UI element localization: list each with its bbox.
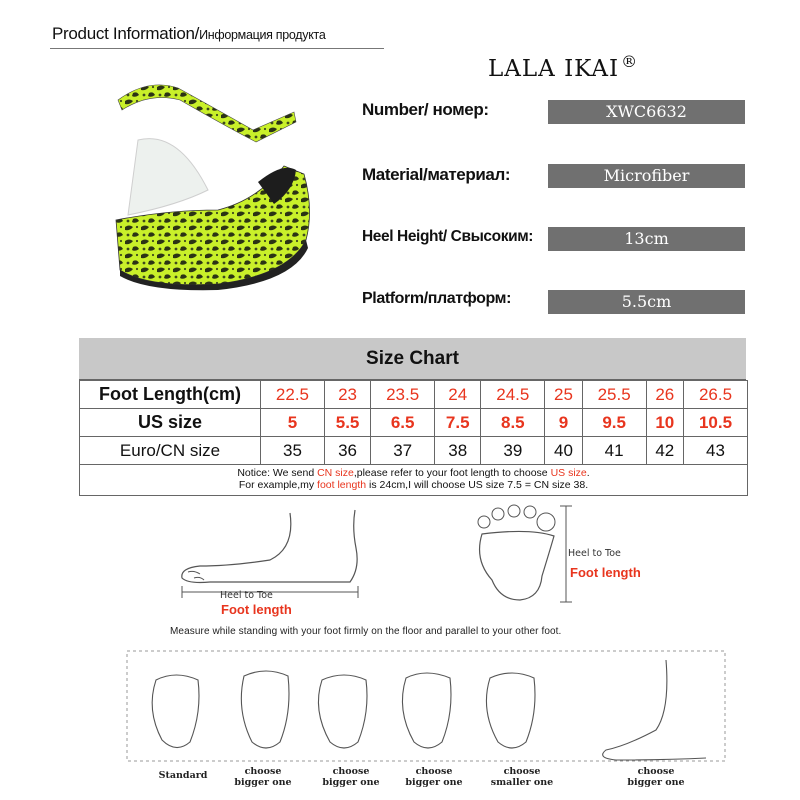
table-cell: 35 — [261, 437, 325, 465]
spec-number-label: Number/ номер: — [362, 100, 489, 119]
table-cell: 10.5 — [683, 409, 747, 437]
notice-highlight: foot length — [317, 479, 367, 491]
spec-platform-label: Platform/платформ: — [362, 290, 511, 307]
table-cell: 39 — [481, 437, 545, 465]
spec-heel-value: 13cm — [548, 227, 745, 251]
title-underline — [50, 48, 384, 49]
sandal-image — [108, 70, 316, 292]
caption-line: choose — [244, 766, 282, 777]
table-cell: 5 — [261, 409, 325, 437]
table-cell: 9.5 — [582, 409, 646, 437]
table-cell: 26.5 — [683, 381, 747, 409]
side-foot-length-label: Foot length — [221, 602, 292, 617]
table-cell: 23 — [324, 381, 370, 409]
notice-text: . — [586, 467, 590, 479]
table-cell: 7.5 — [435, 409, 481, 437]
spec-material-label: Material/материал: — [362, 165, 511, 184]
measure-instruction: Measure while standing with your foot firmly on the floor and parallel to your other foot. — [170, 626, 562, 637]
row-label-us-size: US size — [80, 409, 261, 437]
table-cell: 24 — [435, 381, 481, 409]
caption-choose-smaller — [484, 766, 560, 788]
product-info-title-ru: Информация продукта — [199, 28, 326, 42]
product-info-title — [52, 24, 325, 44]
table-cell: 37 — [371, 437, 435, 465]
caption-line: bigger one — [627, 777, 685, 788]
caption-line: smaller one — [490, 777, 554, 788]
top-heel-to-toe-label: Heel to Toe — [568, 548, 621, 559]
registered-mark: ® — [621, 52, 639, 71]
notice-text: Notice: We send — [237, 467, 318, 479]
caption-line: bigger one — [405, 777, 463, 788]
notice-text: is 24cm,I will choose US size 7.5 = CN size 38. — [366, 479, 589, 491]
table-cell: 38 — [435, 437, 481, 465]
caption-line: choose — [415, 766, 453, 777]
caption-choose-bigger — [398, 766, 470, 788]
table-cell: 41 — [582, 437, 646, 465]
table-cell: 26 — [646, 381, 683, 409]
caption-line: choose — [637, 766, 675, 777]
spec-number-value: XWC6632 — [548, 100, 745, 124]
notice-highlight: CN size — [317, 467, 354, 479]
caption-line: bigger one — [322, 777, 380, 788]
caption-line: Standard — [158, 770, 208, 781]
top-foot-length-label: Foot length — [570, 565, 641, 580]
table-row — [80, 437, 748, 465]
notice-text: For example,my — [238, 479, 318, 491]
spec-platform-value: 5.5cm — [548, 290, 745, 314]
table-cell: 43 — [683, 437, 747, 465]
side-heel-to-toe-label: Heel to Toe — [220, 590, 273, 601]
table-cell: 25.5 — [582, 381, 646, 409]
table-cell: 10 — [646, 409, 683, 437]
table-cell: 42 — [646, 437, 683, 465]
table-cell: 22.5 — [261, 381, 325, 409]
caption-line: bigger one — [234, 777, 292, 788]
size-notice — [79, 464, 748, 496]
table-cell: 5.5 — [324, 409, 370, 437]
table-row — [80, 409, 748, 437]
table-cell: 25 — [545, 381, 582, 409]
notice-text: ,please refer to your foot length to choose — [353, 467, 551, 479]
table-cell: 23.5 — [371, 381, 435, 409]
caption-choose-bigger — [228, 766, 298, 788]
row-label-foot-length: Foot Length(cm) — [80, 381, 261, 409]
spec-heel-label: Heel Height/ Свысоким: — [362, 228, 534, 245]
table-cell: 6.5 — [371, 409, 435, 437]
caption-line: choose — [503, 766, 541, 777]
caption-choose-bigger — [316, 766, 386, 788]
size-chart-table — [79, 380, 748, 465]
table-cell: 24.5 — [481, 381, 545, 409]
caption-standard — [148, 770, 218, 781]
caption-line: choose — [332, 766, 370, 777]
table-cell: 8.5 — [481, 409, 545, 437]
size-chart-title: Size Chart — [79, 338, 746, 380]
table-cell: 9 — [545, 409, 582, 437]
table-cell: 36 — [324, 437, 370, 465]
brand-name: LALA IKAI — [488, 56, 620, 82]
row-label-euro-size: Euro/CN size — [80, 437, 261, 465]
notice-line-1 — [80, 467, 747, 479]
notice-highlight: US size — [550, 467, 587, 479]
product-info-title-en: Product Information/ — [52, 24, 200, 43]
brand-logo — [488, 52, 639, 82]
caption-choose-bigger — [616, 766, 696, 788]
table-cell: 40 — [545, 437, 582, 465]
table-row — [80, 381, 748, 409]
spec-material-value: Microfiber — [548, 164, 745, 188]
notice-line-2 — [80, 479, 747, 491]
